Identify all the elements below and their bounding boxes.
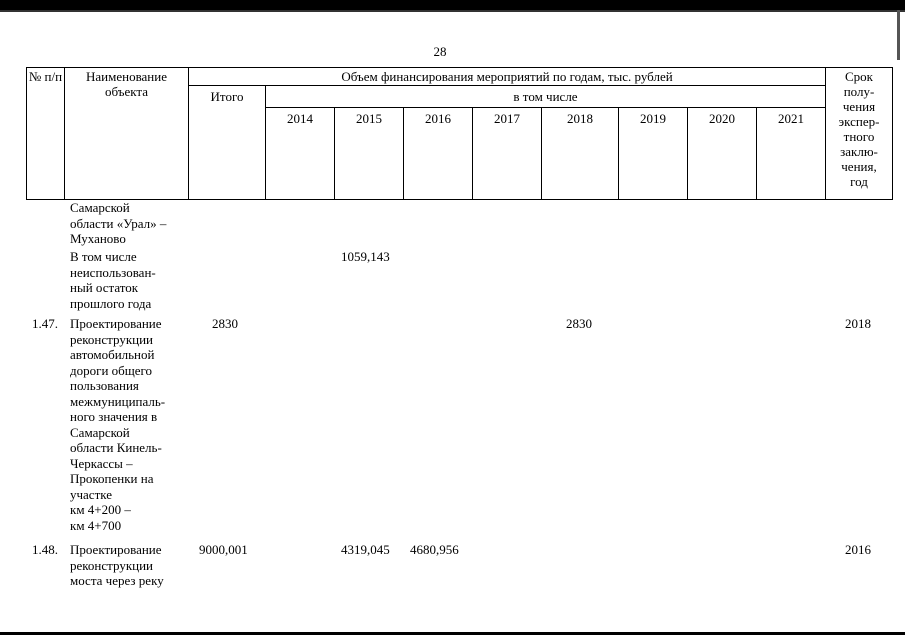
name-line: Прокопенки на (70, 471, 154, 486)
row-name-unused-remainder (70, 249, 190, 311)
row-name-1-48 (70, 542, 190, 589)
scan-top-border-shadow (0, 10, 905, 12)
row-number: 1.48. (32, 542, 58, 557)
name-line: прошлого года (70, 295, 152, 311)
name-line: Самарской (70, 200, 130, 215)
name-line: ного значения в (70, 409, 158, 424)
header-term (826, 69, 892, 189)
header-year-2021: 2021 (778, 111, 804, 126)
name-line: автомобильной (70, 347, 155, 362)
header-year-2019: 2019 (640, 111, 666, 126)
header-term-line: заклю- (840, 144, 878, 159)
name-line: межмуниципаль- (70, 393, 166, 409)
header-year-2017: 2017 (494, 111, 520, 126)
header-term-line: полу- (843, 84, 875, 99)
name-line: дороги общего (70, 362, 153, 378)
including-subrule (265, 107, 825, 108)
name-line: Проектирование (70, 542, 162, 557)
header-right-rule (892, 67, 893, 200)
header-term-line: год (850, 174, 868, 189)
funding-subrule (188, 85, 825, 86)
header-name: Наименование объекта (86, 69, 167, 99)
name-line: участке (70, 486, 113, 502)
header-term-line: экспер- (838, 114, 880, 129)
row-total: 2830 (212, 316, 238, 331)
header-top-rule (26, 67, 893, 68)
row-total: 9000,001 (199, 542, 248, 557)
header-term-line: тного (843, 129, 875, 144)
name-line: Черкассы – (70, 455, 133, 471)
header-year-2016: 2016 (425, 111, 451, 126)
name-line: моста через реку (70, 573, 164, 588)
name-line: реконструкции (70, 557, 154, 573)
row-value-2018: 2830 (566, 316, 592, 331)
name-line: реконструкции (70, 331, 154, 347)
header-including: в том числе (513, 89, 578, 104)
header-term-line: чения (842, 99, 876, 114)
header-num: № п/п (28, 69, 63, 84)
header-total: Итого (210, 89, 244, 104)
row-term: 2016 (845, 542, 871, 557)
row-value-2015: 1059,143 (341, 249, 390, 264)
name-line: Муханово (70, 231, 126, 246)
name-line: пользования (70, 378, 139, 393)
name-line: неиспользован- (70, 264, 156, 280)
name-line: области «Урал» – (70, 215, 167, 231)
row-name-1-47 (70, 316, 190, 533)
col-sep-name (188, 67, 189, 200)
name-line: ный остаток (70, 280, 139, 295)
row-value-2015: 4319,045 (341, 542, 390, 557)
row-term: 2018 (845, 316, 871, 331)
name-line: Самарской (70, 424, 130, 440)
row-value-2016: 4680,956 (410, 542, 459, 557)
header-year-2020: 2020 (709, 111, 735, 126)
name-line: В том числе (70, 249, 137, 264)
name-line: Проектирование (70, 316, 162, 331)
scan-bottom-border (0, 632, 905, 635)
header-year-2014: 2014 (287, 111, 313, 126)
table-body (0, 200, 905, 630)
table-header (26, 67, 893, 200)
scan-right-edge (897, 10, 900, 60)
page-number: 28 (433, 44, 447, 59)
name-line: области Кинель- (70, 440, 162, 455)
header-funding: Объем финансирования мероприятий по годам, тыс. рублей (341, 69, 673, 84)
row-name-continuation (70, 200, 190, 247)
header-term-line: Срок (845, 69, 873, 84)
header-year-2018: 2018 (567, 111, 593, 126)
row-number: 1.47. (32, 316, 58, 331)
scan-top-border (0, 0, 905, 10)
header-term-line: чения, (841, 159, 877, 174)
name-line: км 4+200 – (70, 502, 131, 517)
header-year-2015: 2015 (356, 111, 382, 126)
name-line: км 4+700 (70, 517, 122, 533)
header-left-rule (26, 67, 27, 200)
